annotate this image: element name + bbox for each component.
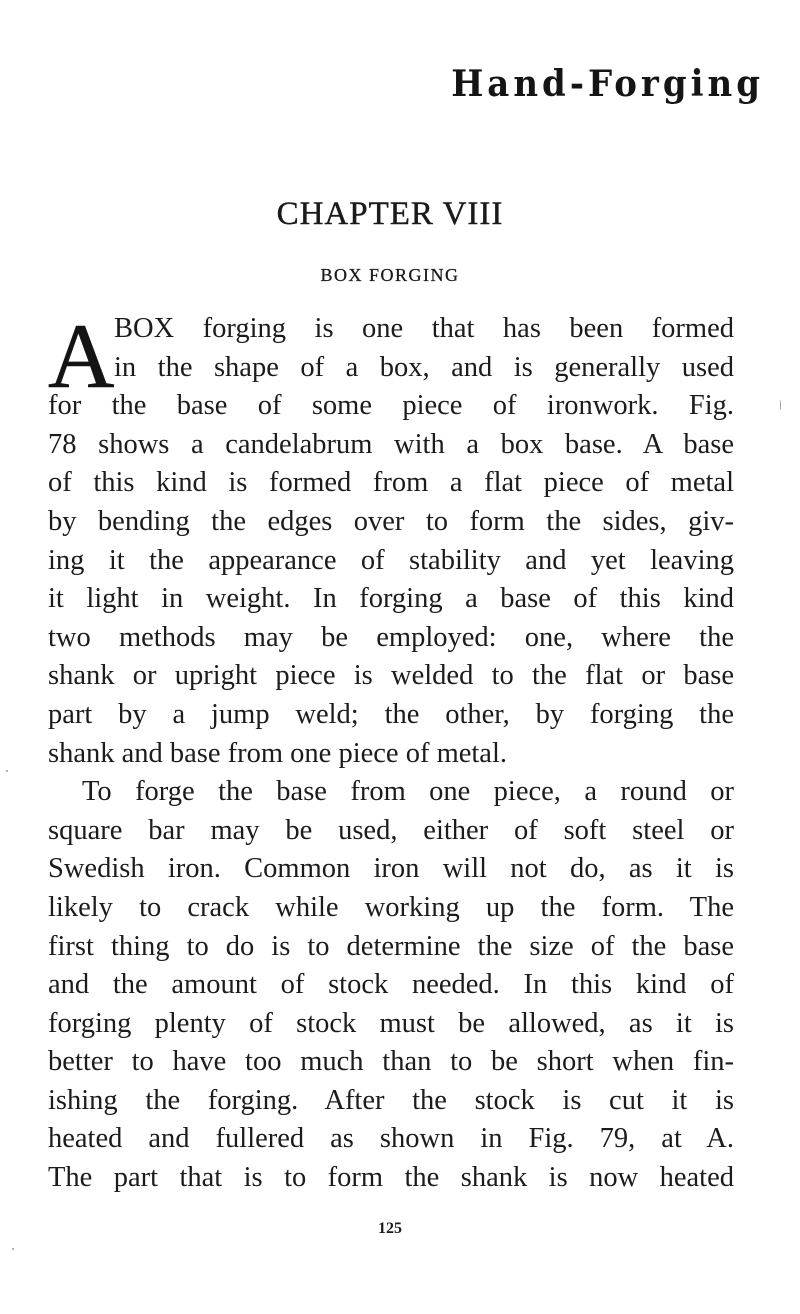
page-number: 125 [378, 1220, 402, 1237]
scan-speck [780, 400, 781, 410]
text-line: first thing to do is to determine the size of the base [48, 930, 734, 962]
text-line: of this kind is formed from a flat piece of metal [48, 467, 734, 499]
chapter-subtitle: BOX FORGING [320, 265, 460, 285]
chapter-title: CHAPTER VIII [276, 196, 504, 232]
scan-speck [12, 1248, 14, 1250]
text-line: part by a jump weld; the other, by forging the [48, 698, 734, 730]
text-line: it light in weight. In forging a base of this kind [48, 583, 734, 615]
text-line: ing it the appearance of stability and yet leaving [48, 544, 734, 576]
text-line: square bar may be used, either of soft steel or [48, 814, 734, 846]
body-text [48, 305, 734, 1198]
text-line: in the shape of a box, and is generally used [114, 351, 734, 383]
text-line: for the base of some piece of ironwork. Fig. [48, 390, 734, 422]
text-line: by bending the edges over to form the sides, giv- [48, 505, 734, 537]
text-line: To forge the base from one piece, a round or [82, 776, 734, 808]
text-line: forging plenty of stock must be allowed, as it is [48, 1007, 734, 1039]
text-line: 78 shows a candelabrum with a box base. A base [48, 428, 734, 460]
text-line: heated and fullered as shown in Fig. 79, at A. [48, 1123, 734, 1155]
text-line: The part that is to form the shank is now heated [48, 1162, 734, 1194]
text-line: shank or upright piece is welded to the flat or base [48, 660, 734, 692]
text-line: BOX forging is one that has been formed [114, 313, 734, 344]
scan-speck [6, 770, 8, 772]
text-line: likely to crack while working up the form. The [48, 891, 734, 923]
running-head: Hand-Forging [451, 62, 764, 106]
text-line: ishing the forging. After the stock is cut it is [48, 1084, 734, 1116]
drop-cap: A [48, 305, 115, 407]
text-line: better to have too much than to be short when fin- [48, 1046, 734, 1078]
text-line: and the amount of stock needed. In this kind of [48, 969, 734, 1001]
text-line: two methods may be employed: one, where the [48, 621, 734, 653]
text-line: shank and base from one piece of metal. [48, 737, 507, 769]
text-line: Swedish iron. Common iron will not do, as it is [48, 853, 734, 885]
